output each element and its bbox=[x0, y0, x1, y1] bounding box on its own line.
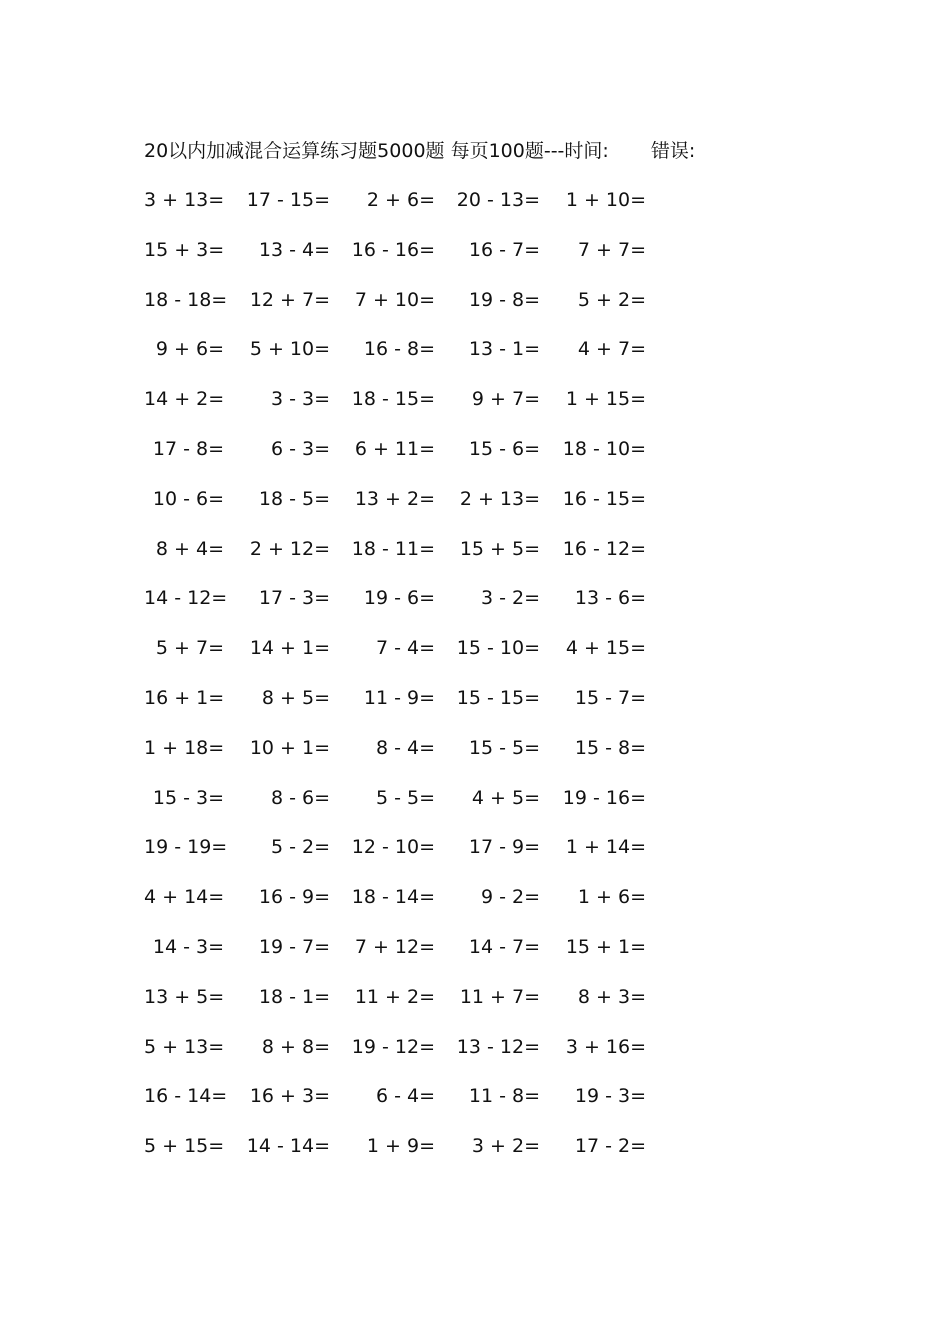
problem-item: 8 + 8= bbox=[261, 1035, 330, 1058]
problem-item: 5 + 7= bbox=[155, 637, 224, 660]
problem-item: 15 - 3= bbox=[152, 786, 224, 809]
problem-item: 19 - 12= bbox=[351, 1035, 435, 1058]
problem-item: 11 - 8= bbox=[468, 1085, 540, 1108]
problem-item: 16 - 16= bbox=[351, 238, 435, 261]
problem-item: 5 - 2= bbox=[270, 836, 330, 859]
problem-item: 4 + 7= bbox=[577, 338, 646, 361]
problem-row bbox=[144, 731, 664, 781]
problem-item: 13 - 6= bbox=[574, 587, 646, 610]
problem-item: 14 + 1= bbox=[249, 637, 330, 660]
problem-item: 9 + 6= bbox=[155, 338, 224, 361]
problem-item: 18 - 10= bbox=[562, 437, 646, 460]
problem-item: 18 - 5= bbox=[258, 487, 330, 510]
problem-item: 2 + 6= bbox=[366, 189, 435, 211]
problem-item: 7 - 4= bbox=[375, 637, 435, 660]
problem-item: 1 + 10= bbox=[565, 189, 646, 211]
problem-item: 1 + 15= bbox=[565, 388, 646, 411]
problem-item: 18 - 11= bbox=[351, 537, 435, 560]
problem-item: 4 + 15= bbox=[565, 637, 646, 660]
problem-item: 17 - 3= bbox=[258, 587, 330, 610]
problem-item: 4 + 14= bbox=[144, 886, 225, 909]
worksheet-header bbox=[144, 136, 695, 166]
problem-item: 13 - 1= bbox=[468, 338, 540, 361]
problem-item: 9 + 7= bbox=[471, 388, 540, 411]
problem-item: 12 - 10= bbox=[351, 836, 435, 859]
problem-item: 19 - 19= bbox=[144, 836, 228, 859]
problem-item: 13 + 2= bbox=[354, 487, 435, 510]
problem-item: 1 + 6= bbox=[577, 886, 646, 909]
problem-item: 1 + 14= bbox=[565, 836, 646, 859]
problem-row bbox=[144, 581, 664, 631]
problem-item: 15 - 10= bbox=[456, 637, 540, 660]
problem-item: 1 + 9= bbox=[366, 1135, 435, 1158]
problem-item: 16 - 12= bbox=[562, 537, 646, 560]
problem-item: 15 - 8= bbox=[574, 736, 646, 759]
problem-row bbox=[144, 980, 664, 1030]
problem-row bbox=[144, 880, 664, 930]
problem-item: 14 - 3= bbox=[152, 935, 224, 958]
problem-item: 18 - 15= bbox=[351, 388, 435, 411]
problem-item: 18 - 1= bbox=[258, 985, 330, 1008]
problem-item: 7 + 7= bbox=[577, 238, 646, 261]
problem-row bbox=[144, 1079, 664, 1129]
problem-item: 15 - 15= bbox=[456, 686, 540, 709]
problem-item: 16 - 8= bbox=[363, 338, 435, 361]
problem-item: 15 - 5= bbox=[468, 736, 540, 759]
problem-item: 17 - 2= bbox=[574, 1135, 646, 1158]
problem-item: 19 - 7= bbox=[258, 935, 330, 958]
problem-row bbox=[144, 432, 664, 482]
problem-item: 11 - 9= bbox=[363, 686, 435, 709]
problem-item: 5 - 5= bbox=[375, 786, 435, 809]
problem-row bbox=[144, 482, 664, 532]
errors-label: 错误: bbox=[650, 140, 696, 162]
problem-row bbox=[144, 1030, 664, 1080]
problem-item: 15 + 5= bbox=[459, 537, 540, 560]
problem-item: 3 - 3= bbox=[270, 388, 330, 411]
problem-item: 16 + 1= bbox=[144, 686, 225, 709]
problem-item: 5 + 10= bbox=[249, 338, 330, 361]
problem-item: 8 - 4= bbox=[375, 736, 435, 759]
problem-item: 10 - 6= bbox=[152, 487, 224, 510]
problem-item: 6 + 11= bbox=[354, 437, 435, 460]
problem-item: 11 + 7= bbox=[459, 985, 540, 1008]
problem-row bbox=[144, 1129, 664, 1179]
problem-item: 16 - 9= bbox=[258, 886, 330, 909]
problem-item: 17 - 8= bbox=[152, 437, 224, 460]
problem-row bbox=[144, 283, 664, 333]
problem-item: 14 - 12= bbox=[144, 587, 228, 610]
problem-row bbox=[144, 781, 664, 831]
problem-item: 6 - 4= bbox=[375, 1085, 435, 1108]
problem-item: 15 - 6= bbox=[468, 437, 540, 460]
problem-item: 7 + 12= bbox=[354, 935, 435, 958]
problem-item: 3 - 2= bbox=[480, 587, 540, 610]
problem-row bbox=[144, 930, 664, 980]
problem-row bbox=[144, 183, 664, 233]
problem-item: 17 - 9= bbox=[468, 836, 540, 859]
problem-item: 13 - 12= bbox=[456, 1035, 540, 1058]
problem-item: 5 + 2= bbox=[577, 288, 646, 311]
problem-item: 16 - 7= bbox=[468, 238, 540, 261]
problem-item: 14 + 2= bbox=[144, 388, 225, 411]
problem-item: 3 + 2= bbox=[471, 1135, 540, 1158]
problem-item: 12 + 7= bbox=[249, 288, 330, 311]
problem-item: 7 + 10= bbox=[354, 288, 435, 311]
problem-item: 8 + 4= bbox=[155, 537, 224, 560]
problem-item: 16 - 14= bbox=[144, 1085, 228, 1108]
problem-item: 8 + 3= bbox=[577, 985, 646, 1008]
problem-row bbox=[144, 830, 664, 880]
problem-item: 9 - 2= bbox=[480, 886, 540, 909]
problem-item: 6 - 3= bbox=[270, 437, 330, 460]
problem-item: 1 + 18= bbox=[144, 736, 225, 759]
problem-item: 3 + 13= bbox=[144, 189, 225, 211]
problem-item: 19 - 6= bbox=[363, 587, 435, 610]
problem-item: 16 + 3= bbox=[249, 1085, 330, 1108]
problem-item: 8 + 5= bbox=[261, 686, 330, 709]
problem-item: 19 - 3= bbox=[574, 1085, 646, 1108]
problem-row bbox=[144, 681, 664, 731]
worksheet-title: 20以内加减混合运算练习题5000题 每页100题---时间: bbox=[144, 140, 609, 162]
problem-item: 18 - 14= bbox=[351, 886, 435, 909]
problem-item: 11 + 2= bbox=[354, 985, 435, 1008]
problem-item: 16 - 15= bbox=[562, 487, 646, 510]
problem-item: 5 + 13= bbox=[144, 1035, 225, 1058]
problem-item: 3 + 16= bbox=[565, 1035, 646, 1058]
problem-item: 18 - 18= bbox=[144, 288, 228, 311]
problem-item: 15 - 7= bbox=[574, 686, 646, 709]
problem-row bbox=[144, 631, 664, 681]
problem-item: 2 + 12= bbox=[249, 537, 330, 560]
problem-item: 13 - 4= bbox=[258, 238, 330, 261]
problem-item: 14 - 14= bbox=[246, 1135, 330, 1158]
problem-item: 14 - 7= bbox=[468, 935, 540, 958]
problem-item: 2 + 13= bbox=[459, 487, 540, 510]
problem-row bbox=[144, 233, 664, 283]
problem-grid bbox=[144, 183, 664, 1179]
problem-item: 10 + 1= bbox=[249, 736, 330, 759]
problem-item: 15 + 3= bbox=[144, 238, 225, 261]
problem-item: 8 - 6= bbox=[270, 786, 330, 809]
problem-item: 20 - 13= bbox=[456, 189, 540, 211]
problem-item: 15 + 1= bbox=[565, 935, 646, 958]
problem-item: 13 + 5= bbox=[144, 985, 225, 1008]
problem-row bbox=[144, 532, 664, 582]
problem-item: 5 + 15= bbox=[144, 1135, 225, 1158]
problem-item: 4 + 5= bbox=[471, 786, 540, 809]
problem-item: 19 - 8= bbox=[468, 288, 540, 311]
problem-item: 19 - 16= bbox=[562, 786, 646, 809]
problem-row bbox=[144, 332, 664, 382]
problem-row bbox=[144, 382, 664, 432]
problem-item: 17 - 15= bbox=[246, 189, 330, 211]
